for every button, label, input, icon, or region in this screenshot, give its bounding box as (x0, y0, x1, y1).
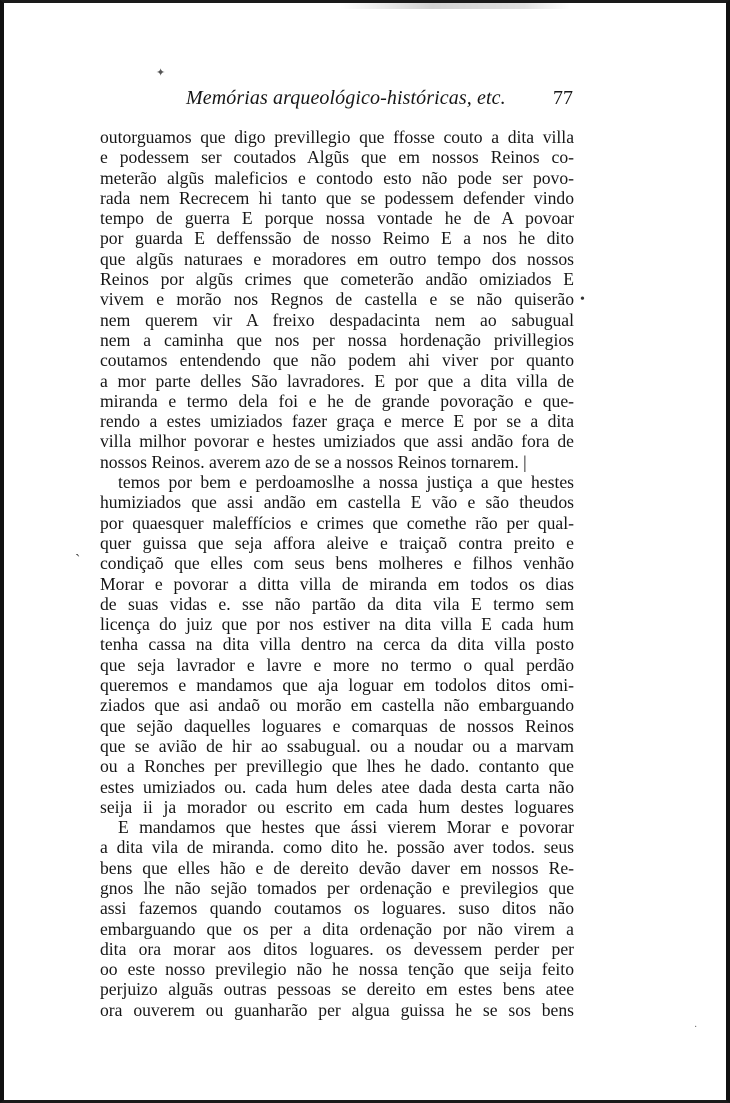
text-line: ou a Ronches per previllegio que lhes he dado. contanto que (100, 756, 574, 777)
text-line: assi fazemos quando coutamos os loguares. suso ditos não (100, 898, 574, 919)
text-line: tempo de guerra E porque nossa vontade he de A povoar (100, 208, 574, 229)
margin-speck: · (694, 1022, 698, 1033)
text-line: ora ouverem ou guanharão per algua guissa he se sos bens (100, 999, 574, 1020)
text-line: ziados que asi andaõ ou morão em castella não embarguando (100, 695, 574, 716)
text-line: seija ii ja morador ou escrito em cada hum destes loguares (100, 796, 574, 817)
body-text (100, 127, 574, 1020)
text-line: nossos Reinos. averem azo de se a nossos Reinos tornarem. | (100, 451, 527, 472)
text-line: nem querem vir A freixo despadacinta nem ao sabugual (100, 309, 574, 330)
text-line: a mor parte delles São lavradores. E por que a dita villa de (100, 370, 574, 391)
text-line: quer guissa que seja affora aleive e traiçaõ contra preito e (100, 532, 574, 553)
text-line: por quaesquer maleffícios e crimes que comethe rão per qual- (100, 512, 574, 533)
margin-tick-mark: ˏ (75, 540, 81, 557)
text-line: coutamos entendendo que não podem ahi viver por quanto (100, 350, 574, 371)
margin-ink-dot: • (580, 292, 585, 307)
text-line: de suas vidas e. sse não partão da dita vila E termo sem (100, 593, 574, 614)
text-line: tenha cassa na dita villa dentro na cerca da dita villa posto (100, 634, 574, 655)
text-line: humiziados que assi andão em castella E vão e são theudos (100, 492, 574, 513)
text-line: que sejão daquelles loguares e comarquas de nossos Reinos (100, 715, 574, 736)
text-line: villa milhor povorar e hestes umiziados que assi andão fora de (100, 431, 574, 452)
text-line: queremos e mandamos que aja loguar em todolos ditos omi- (100, 675, 574, 696)
text-line: que se avião de hir ao ssabugual. ou a noudar ou a marvam (100, 735, 574, 756)
text-line: outorguamos que digo previllegio que ffosse couto a dita villa (100, 127, 574, 147)
text-line: miranda e termo dela foi e he de grande povoração e que- (100, 390, 574, 411)
text-line: condiçaõ que elles com seus bens molheres e filhos venhão (100, 553, 574, 574)
text-line: Reinos por algũs crimes que cometerão andão omiziados E (100, 269, 574, 290)
text-line: dita ora morar aos ditos loguares. os devessem perder per (100, 938, 574, 959)
text-line: que algũs naturaes e moradores em outro tempo dos nossos (100, 248, 574, 269)
margin-pencil-mark: ✦ (156, 67, 166, 79)
text-line: vivem e morão nos Regnos de castella e se não quiserão (100, 289, 574, 310)
text-line: Morar e povorar a ditta villa de miranda em todos os dias (100, 573, 574, 594)
page-header (186, 87, 573, 115)
text-line: meterão algũs maleficios e contodo esto não pode ser povo- (100, 167, 574, 188)
text-line: licença do juiz que por nos estiver na dita villa E cada hum (100, 614, 574, 635)
text-line: gnos lhe não sejão tomados per ordenação e previlegios que (100, 877, 574, 898)
text-line: que seja lavrador e lavre e more no termo o qual perdão (100, 654, 574, 675)
text-line: nem a caminha que nos per nossa hordenação privillegios (100, 329, 574, 350)
page-number: 77 (553, 87, 573, 109)
scan-smudge (340, 3, 570, 9)
text-line: e podessem ser coutados Algũs que em nossos Reinos co- (100, 147, 574, 168)
text-line: bens que elles hão e de dereito devão daver em nossos Re- (100, 857, 574, 878)
text-line: por guarda E deffenssão de nosso Reimo E a nos he dito (100, 228, 574, 249)
text-line: embarguando que os per a dita ordenação por não virem a (100, 918, 574, 939)
text-line: E mandamos que hestes que ássi vierem Morar e povorar (118, 817, 574, 838)
text-line: rendo a estes umiziados fazer graça e merce E por se a dita (100, 411, 574, 432)
text-line: oo este nosso previlegio não he nossa tenção que seija feito (100, 959, 574, 980)
text-line: temos por bem e perdoamoslhe a nossa justiça a que hestes (118, 472, 574, 493)
text-line: a dita vila de miranda. como dito he. possão aver todos. seus (100, 837, 574, 858)
text-line: estes umiziados ou. cada hum deles atee dada desta carta não (100, 776, 574, 797)
running-title: Memórias arqueológico-históricas, etc. (186, 87, 506, 109)
text-line: perjuizo alguãs outras pessoas se dereito em estes bens atee (100, 979, 574, 1000)
text-line: rada nem Recrecem hi tanto que se podessem defender vindo (100, 187, 574, 208)
